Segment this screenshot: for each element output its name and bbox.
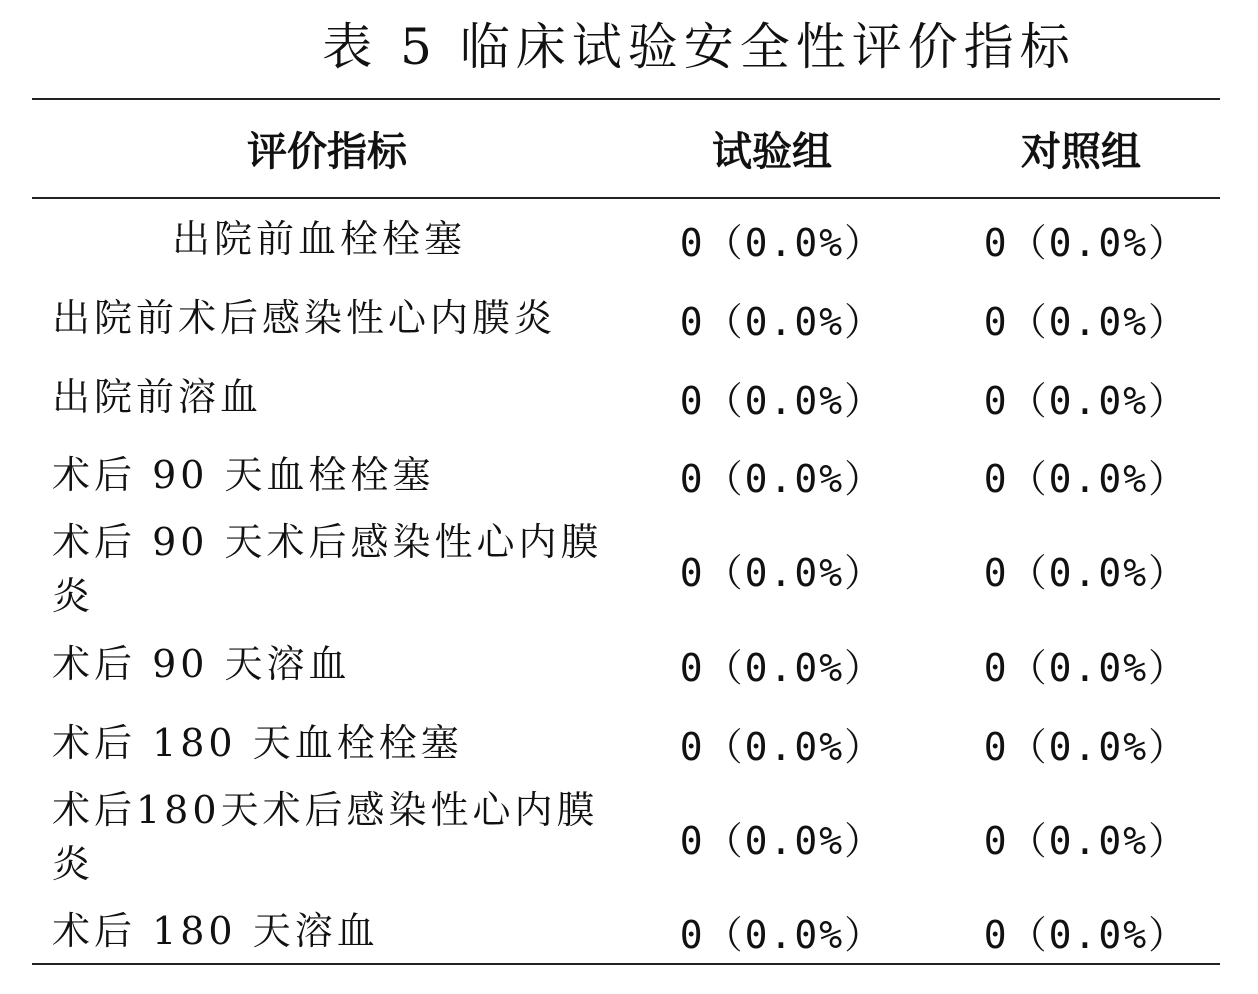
control-cell: 0（0.0%）	[983, 645, 1189, 690]
control-cell: 0（0.0%）	[983, 912, 1189, 957]
trial-cell: 0（0.0%）	[679, 818, 885, 863]
indicator-cell: 术后 180 天溶血	[52, 909, 379, 953]
control-cell: 0（0.0%）	[983, 378, 1189, 423]
indicator-cell: 术后 90 天血栓栓塞	[52, 453, 435, 497]
table-header	[32, 100, 1220, 196]
bottom-rule	[32, 963, 1220, 965]
indicator-cell: 出院前术后感染性心内膜炎	[52, 296, 557, 340]
trial-cell: 0（0.0%）	[679, 220, 885, 265]
table-row	[32, 704, 1220, 782]
table-row	[32, 436, 1220, 514]
table-row	[32, 358, 1220, 436]
trial-cell: 0（0.0%）	[679, 299, 885, 344]
table-row	[32, 892, 1220, 970]
header-indicator: 评价指标	[247, 127, 407, 175]
indicator-cell: 术后 90 天术后感染性心内膜炎	[52, 520, 603, 618]
table-body	[32, 200, 1220, 970]
control-cell: 0（0.0%）	[983, 818, 1189, 863]
control-cell: 0（0.0%）	[983, 220, 1189, 265]
trial-cell: 0（0.0%）	[679, 378, 885, 423]
table-title: 表 5 临床试验安全性评价指标	[322, 18, 1076, 76]
indicator-cell: 出院前血栓栓塞	[172, 217, 467, 261]
indicator-cell: 术后180天术后感染性心内膜炎	[52, 788, 599, 886]
control-cell: 0（0.0%）	[983, 299, 1189, 344]
table-row	[32, 514, 1220, 624]
control-cell: 0（0.0%）	[983, 550, 1189, 595]
table-row	[32, 200, 1220, 278]
trial-cell: 0（0.0%）	[679, 912, 885, 957]
table-row	[32, 624, 1220, 704]
table-row	[32, 782, 1220, 892]
indicator-cell: 术后 180 天血栓栓塞	[52, 721, 463, 765]
control-cell: 0（0.0%）	[983, 724, 1189, 769]
indicator-cell: 出院前溶血	[52, 375, 263, 419]
header-rule	[32, 197, 1220, 199]
indicator-cell: 术后 90 天溶血	[52, 642, 351, 686]
control-cell: 0（0.0%）	[983, 456, 1189, 501]
trial-cell: 0（0.0%）	[679, 456, 885, 501]
trial-cell: 0（0.0%）	[679, 645, 885, 690]
header-trial-group: 试验组	[712, 127, 832, 175]
trial-cell: 0（0.0%）	[679, 724, 885, 769]
table-row	[32, 278, 1220, 358]
trial-cell: 0（0.0%）	[679, 550, 885, 595]
header-control-group: 对照组	[1021, 127, 1141, 175]
